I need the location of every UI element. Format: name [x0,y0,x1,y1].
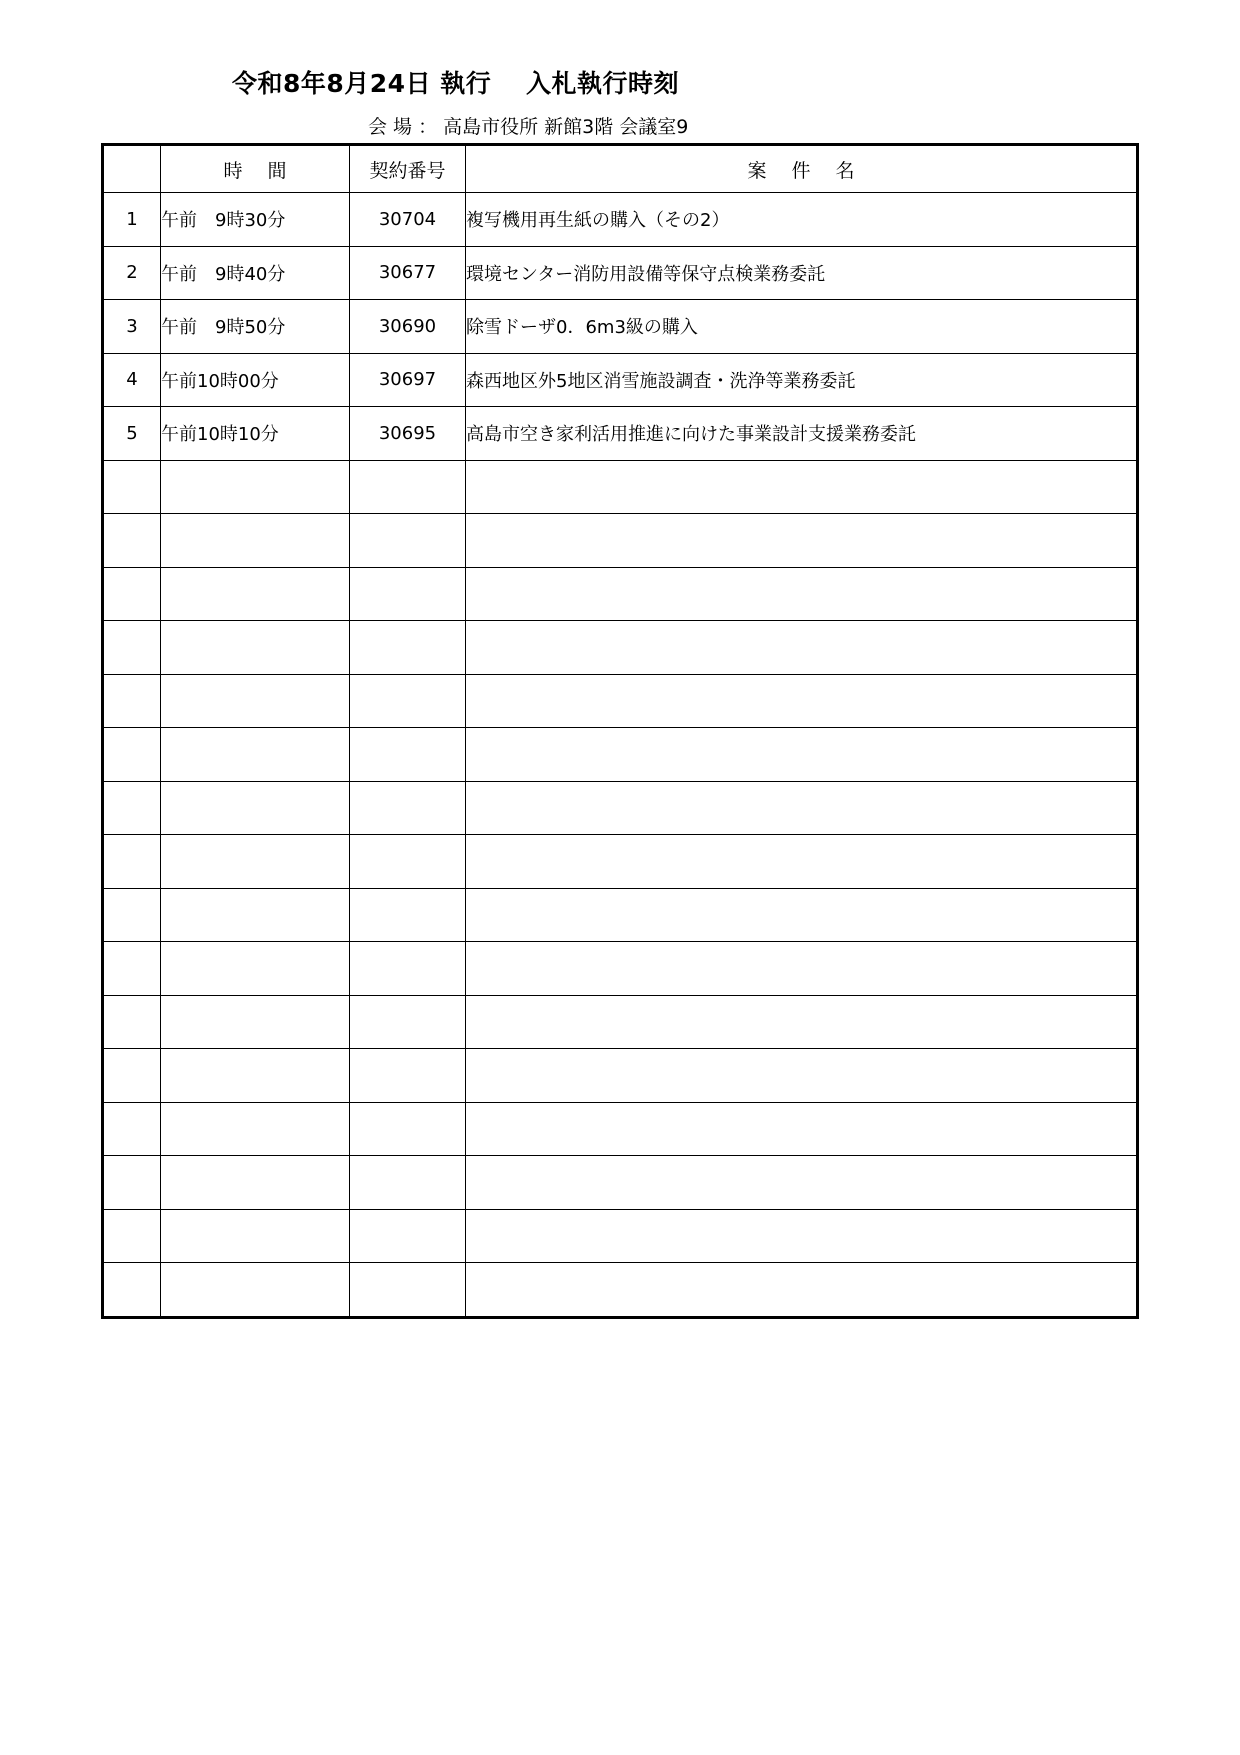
row-project-name [466,995,1138,1049]
row-contract-number [350,888,466,942]
row-time [161,460,350,514]
row-time [161,621,350,675]
row-time [161,567,350,621]
row-project-name: 除雪ドーザ0．6m3級の購入 [466,300,1138,354]
table-row [103,835,1138,889]
header-index [103,145,161,193]
table-row [103,1156,1138,1210]
row-index: 3 [103,300,161,354]
table-row [103,460,1138,514]
row-time [161,1102,350,1156]
header-row [103,145,1138,193]
table-row [103,246,1138,300]
row-contract-number [350,1049,466,1103]
row-project-name [466,1209,1138,1263]
row-project-name [466,888,1138,942]
row-contract-number [350,781,466,835]
row-project-name [466,621,1138,675]
table-row [103,193,1138,247]
row-index [103,621,161,675]
header-project-name: 案 件 名 [466,145,1138,193]
row-contract-number: 30695 [350,407,466,461]
header-time: 時 間 [161,145,350,193]
row-contract-number [350,514,466,568]
row-project-name [466,1263,1138,1318]
row-time: 午前 9時40分 [161,246,350,300]
row-index: 1 [103,193,161,247]
row-time [161,1049,350,1103]
row-project-name [466,514,1138,568]
row-contract-number [350,567,466,621]
document-title: 令和8年8月24日 執行 入札執行時刻 [232,69,679,98]
table-row [103,674,1138,728]
table-row [103,995,1138,1049]
table-row [103,942,1138,996]
table-row [103,1102,1138,1156]
row-index [103,942,161,996]
schedule-table [101,143,1139,1319]
row-project-name [466,567,1138,621]
row-contract-number [350,460,466,514]
row-contract-number [350,1263,466,1318]
row-index [103,781,161,835]
row-project-name [466,835,1138,889]
row-contract-number: 30677 [350,246,466,300]
row-contract-number [350,995,466,1049]
row-time [161,1263,350,1318]
row-time [161,888,350,942]
table-row [103,353,1138,407]
row-contract-number [350,674,466,728]
row-index [103,1156,161,1210]
row-project-name: 森西地区外5地区消雪施設調査・洗浄等業務委託 [466,353,1138,407]
row-contract-number: 30697 [350,353,466,407]
row-index [103,460,161,514]
row-contract-number [350,942,466,996]
table-row [103,1209,1138,1263]
row-project-name: 環境センター消防用設備等保守点検業務委託 [466,246,1138,300]
row-project-name [466,1156,1138,1210]
row-project-name [466,781,1138,835]
row-contract-number: 30690 [350,300,466,354]
row-project-name [466,728,1138,782]
row-index [103,1102,161,1156]
row-project-name [466,942,1138,996]
table-row [103,728,1138,782]
table-row [103,514,1138,568]
table-row [103,781,1138,835]
row-time [161,781,350,835]
row-project-name: 複写機用再生紙の購入（その2） [466,193,1138,247]
table-row [103,888,1138,942]
row-contract-number: 30704 [350,193,466,247]
row-contract-number [350,1102,466,1156]
row-index [103,728,161,782]
table-row [103,567,1138,621]
row-index [103,835,161,889]
row-contract-number [350,1209,466,1263]
row-time: 午前10時00分 [161,353,350,407]
row-index [103,674,161,728]
venue-line: 会 場 ： 高島市役所 新館3階 会議室9 [368,116,689,138]
row-time [161,674,350,728]
row-time [161,728,350,782]
row-time: 午前 9時50分 [161,300,350,354]
row-time [161,1156,350,1210]
row-project-name [466,1049,1138,1103]
row-index [103,1049,161,1103]
table-row [103,300,1138,354]
row-index [103,1263,161,1318]
row-time [161,1209,350,1263]
row-contract-number [350,1156,466,1210]
header-contract-number: 契約番号 [350,145,466,193]
row-time: 午前 9時30分 [161,193,350,247]
row-time [161,514,350,568]
row-contract-number [350,835,466,889]
table-row [103,1263,1138,1318]
table-row [103,1049,1138,1103]
row-time [161,995,350,1049]
row-project-name [466,674,1138,728]
row-index: 4 [103,353,161,407]
row-contract-number [350,621,466,675]
row-project-name: 高島市空き家利活用推進に向けた事業設計支援業務委託 [466,407,1138,461]
row-project-name [466,1102,1138,1156]
table-row [103,621,1138,675]
row-time [161,835,350,889]
row-time [161,942,350,996]
row-index [103,888,161,942]
row-contract-number [350,728,466,782]
row-index [103,514,161,568]
row-index [103,995,161,1049]
row-index: 5 [103,407,161,461]
row-index [103,1209,161,1263]
row-time: 午前10時10分 [161,407,350,461]
row-project-name [466,460,1138,514]
table-row [103,407,1138,461]
row-index [103,567,161,621]
row-index: 2 [103,246,161,300]
